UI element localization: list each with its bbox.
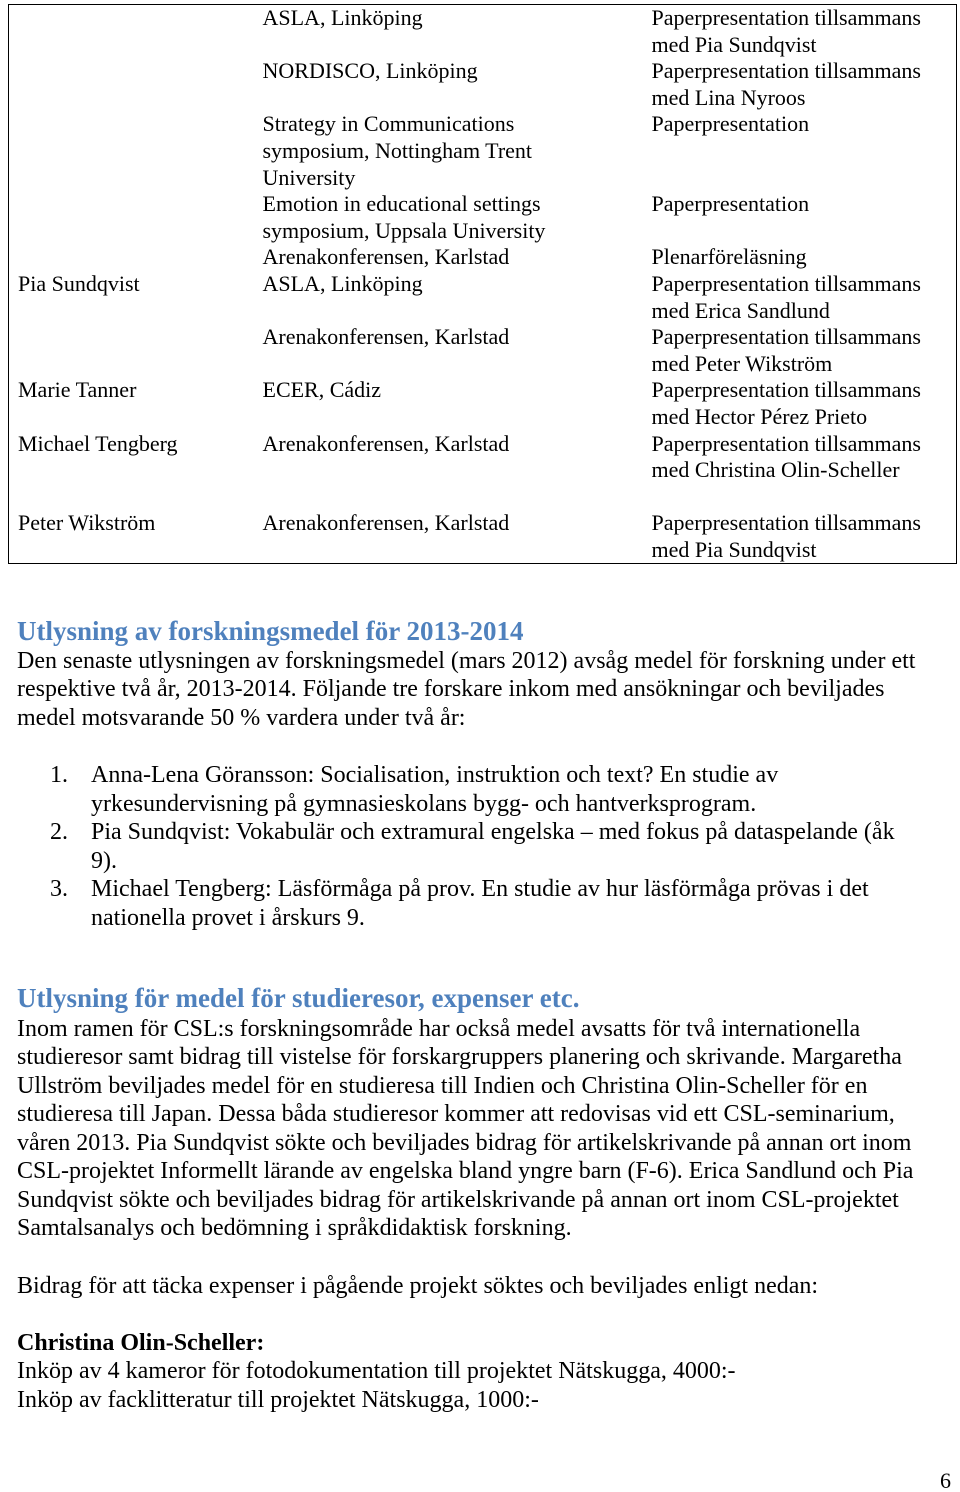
table-row	[9, 191, 957, 244]
presentation-type-line: Paperpresentation	[651, 191, 810, 217]
venue-cell	[253, 191, 643, 244]
presentation-type-cell	[643, 510, 957, 564]
presentation-type-line: med Hector Pérez Prieto	[651, 403, 868, 429]
page-number: 6	[940, 1468, 951, 1492]
venue-line: symposium, Nottingham Trent	[262, 137, 533, 163]
venue-line: University	[262, 164, 356, 190]
venue-cell	[253, 111, 643, 191]
presentation-type-cell	[643, 5, 957, 59]
list-item-line: yrkesundervisning på gymnasieskolans bygg- och hantverksprogram.	[91, 790, 757, 817]
expenses-intro: Bidrag för att täcka expenser i pågående projekt söktes och beviljades enligt nedan:	[17, 1272, 819, 1299]
presentation-type-cell	[643, 431, 957, 511]
presenter-line: Peter Wikström	[18, 510, 156, 536]
travel-funds-paragraph	[17, 1015, 913, 1243]
table-row	[9, 377, 957, 430]
paragraph-line: studieresa till Japan. Dessa båda studieresor kommer att redovisas vid ett CSL-seminarium,	[17, 1101, 895, 1128]
list-item-text	[91, 875, 869, 932]
presentation-type-line: Paperpresentation tillsammans	[651, 5, 921, 30]
venue-line: Arenakonferensen, Karlstad	[262, 430, 510, 456]
presenter-cell	[9, 510, 253, 564]
presentation-type-line: med Lina Nyroos	[651, 84, 806, 110]
venue-cell	[253, 377, 643, 430]
venue-line: Emotion in educational settings	[262, 191, 541, 217]
list-item-line: Pia Sundqvist: Vokabulär och extramural engelska – med fokus på dataspelande (åk	[91, 819, 895, 845]
table-row	[9, 324, 957, 377]
presentation-type-cell	[643, 377, 957, 430]
presentation-type-line: med Peter Wikström	[651, 350, 833, 376]
table-row	[9, 5, 957, 59]
venue-cell	[253, 431, 643, 511]
list-item	[0, 875, 960, 932]
list-number: 2.	[50, 819, 68, 845]
presentation-type-line: Paperpresentation tillsammans	[651, 430, 921, 456]
paragraph-line: Den senaste utlysningen av forskningsmedel (mars 2012) avsåg medel för forskning under ett	[17, 647, 916, 674]
presentation-type-cell	[643, 111, 957, 191]
paragraph-line: Inom ramen för CSL:s forskningsområde har också medel avsatts för två internationella	[17, 1015, 861, 1042]
expense-item: Inköp av 4 kameror för fotodokumentation till projektet Nätskugga, 4000:-	[17, 1358, 736, 1384]
paragraph-line: CSL-projektet Informellt lärande av engelska bland yngre barn (F-6). Erica Sandlund och Pia	[17, 1158, 914, 1185]
paragraph-line: Samtalsanalys och bedömning i språkdidaktisk forskning.	[17, 1215, 572, 1242]
presenter-cell	[9, 244, 253, 271]
venue-line: Arenakonferensen, Karlstad	[262, 324, 510, 350]
venue-cell	[253, 5, 643, 59]
expense-item: Inköp av facklitteratur till projektet Nätskugga, 1000:-	[17, 1386, 539, 1413]
list-number: 3.	[50, 876, 68, 902]
venue-line: Strategy in Communications	[262, 111, 515, 137]
section-heading-travel-funds: Utlysning för medel för studieresor, expenser etc.	[17, 983, 580, 1013]
paragraph-line: medel motsvarande 50 % vardera under två år:	[17, 704, 466, 731]
presentation-type-cell	[643, 58, 957, 111]
presentation-type-cell	[643, 244, 957, 271]
presenter-line: Michael Tengberg	[18, 430, 178, 456]
presentation-type-cell	[643, 191, 957, 244]
venue-line: ECER, Cádiz	[262, 377, 382, 403]
presenter-cell	[9, 431, 253, 511]
numbered-list	[0, 761, 960, 932]
venue-line: symposium, Uppsala University	[262, 217, 546, 243]
presentation-type-line: Paperpresentation tillsammans	[651, 324, 921, 350]
presentation-type-line: Plenarföreläsning	[651, 244, 807, 270]
presentations-table	[8, 4, 957, 564]
table-row	[9, 58, 957, 111]
section-heading-research-funds: Utlysning av forskningsmedel för 2013-2014	[17, 616, 524, 646]
venue-cell	[253, 244, 643, 271]
paragraph-line: respektive två år, 2013-2014. Följande tre forskare inkom med ansökningar och beviljades	[17, 676, 885, 702]
presenter-cell	[9, 58, 253, 111]
research-funds-paragraph	[17, 647, 915, 733]
list-item-text	[91, 818, 895, 875]
venue-line: NORDISCO, Linköping	[262, 58, 478, 84]
presentation-type-line: med Pia Sundqvist	[651, 536, 817, 562]
presenter-line: Pia Sundqvist	[18, 270, 140, 296]
table-row	[9, 510, 957, 564]
table-row	[9, 111, 957, 191]
presentation-type-line: Paperpresentation tillsammans	[651, 270, 921, 296]
paragraph-line: våren 2013. Pia Sundqvist sökte och beviljades bidrag för artikelskrivande på annan ort inom	[17, 1129, 912, 1156]
presenter-line: Marie Tanner	[18, 377, 137, 403]
presentations-table-body	[9, 5, 957, 564]
presenter-cell	[9, 5, 253, 59]
venue-line: ASLA, Linköping	[262, 5, 423, 30]
list-number: 1.	[50, 762, 68, 788]
list-item-line: Michael Tengberg: Läsförmåga på prov. En studie av hur läsförmåga prövas i det	[91, 876, 869, 902]
expense-recipient: Christina Olin-Scheller:	[17, 1329, 265, 1356]
list-item	[0, 761, 960, 818]
table-row	[9, 271, 957, 324]
presentation-type-line: med Christina Olin-Scheller	[651, 457, 900, 483]
list-item-line: 9).	[91, 847, 117, 874]
list-item-line: Anna-Lena Göransson: Socialisation, instruktion och text? En studie av	[91, 762, 779, 788]
presentation-type-cell	[643, 271, 957, 324]
list-item-text	[91, 761, 778, 818]
venue-cell	[253, 58, 643, 111]
venue-cell	[253, 324, 643, 377]
table-row	[9, 431, 957, 511]
paragraph-line: Sundqvist sökte och beviljades bidrag för artikelskrivande på annan ort inom CSL-projektet	[17, 1186, 899, 1213]
presentation-type-line: med Erica Sandlund	[651, 297, 830, 323]
presentation-type-line: Paperpresentation tillsammans	[651, 510, 921, 536]
venue-line: ASLA, Linköping	[262, 270, 423, 296]
presenter-cell	[9, 377, 253, 430]
presentation-type-cell	[643, 324, 957, 377]
expense-items	[17, 1357, 736, 1414]
presenter-cell	[9, 324, 253, 377]
list-item-line: nationella provet i årskurs 9.	[91, 904, 365, 931]
presentation-type-line: Paperpresentation tillsammans	[651, 58, 921, 84]
presenter-cell	[9, 191, 253, 244]
presenter-cell	[9, 271, 253, 324]
list-item	[0, 818, 960, 875]
table-row	[9, 244, 957, 271]
presentation-type-line: med Pia Sundqvist	[651, 31, 817, 57]
presenter-cell	[9, 111, 253, 191]
presentation-type-line: Paperpresentation tillsammans	[651, 377, 921, 403]
paragraph-line: studieresor samt bidrag till vistelse för forskargruppers planering och skrivande. Margaretha	[17, 1044, 902, 1071]
venue-line: Arenakonferensen, Karlstad	[262, 244, 510, 270]
paragraph-line: Ullström beviljades medel för en studieresa till Indien och Christina Olin-Scheller för en	[17, 1072, 868, 1099]
venue-cell	[253, 271, 643, 324]
presentation-type-line: Paperpresentation	[651, 111, 810, 137]
venue-cell	[253, 510, 643, 564]
venue-line: Arenakonferensen, Karlstad	[262, 510, 510, 536]
